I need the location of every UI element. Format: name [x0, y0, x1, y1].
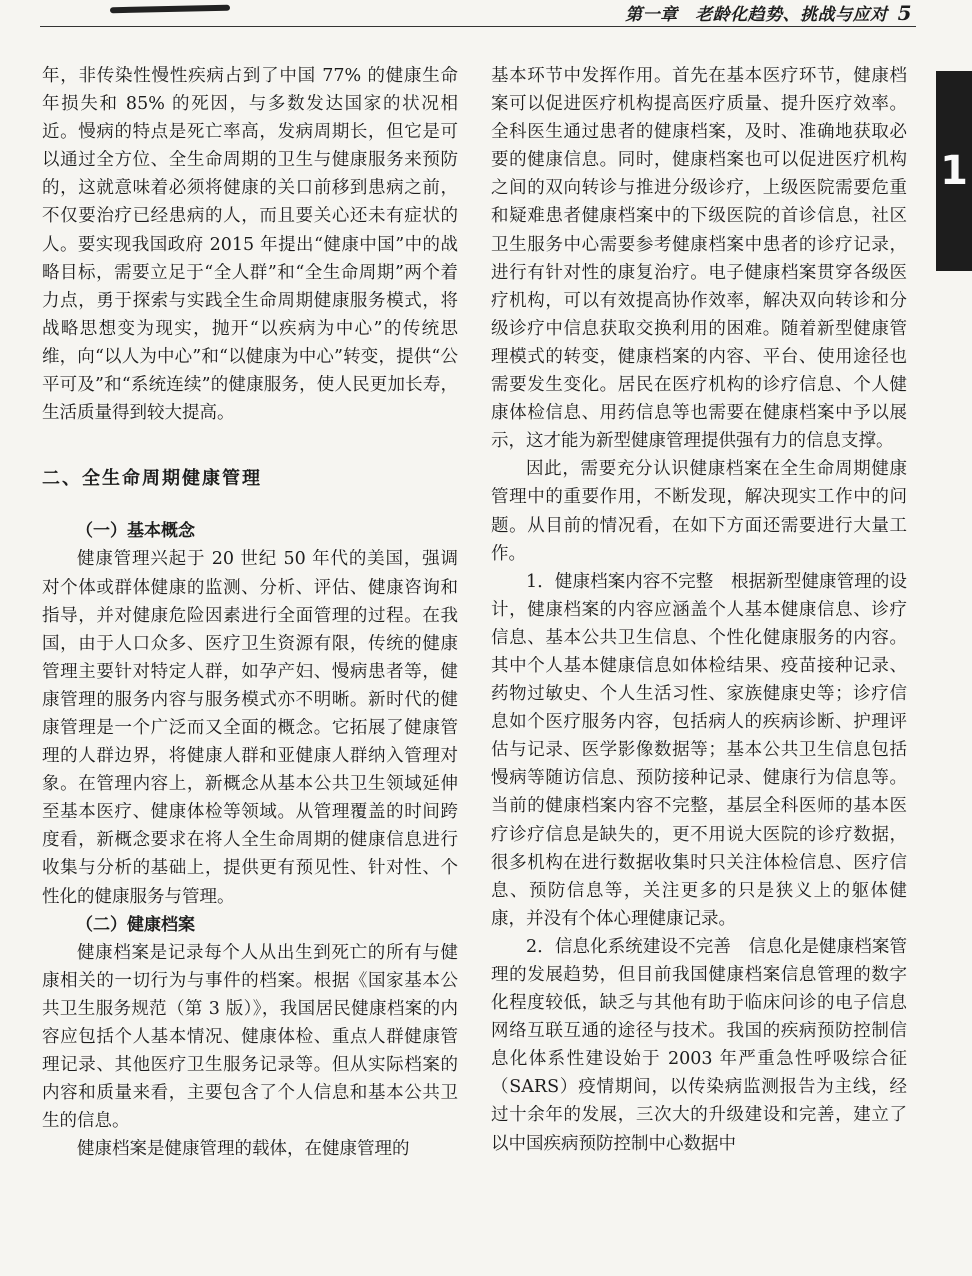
running-title: 第一章 老龄化趋势、挑战与应对	[625, 5, 888, 25]
item-lead: 2．信息化系统建设不完善	[526, 936, 731, 957]
left-column	[42, 62, 458, 1163]
item-body: 信息化是健康档案管理的发展趋势，但目前我国健康档案信息管理的数字化程度较低，缺乏与其他有助于临床问诊的电子信息网络互联互通的途径与技术。我国的疾病预防控制信息化体系性建设始于 2003 年严重急性呼吸综合征（SARS）疫情期间，以传染病监测报告为主线，经过十余年的发展，三次大的升级建设和完善，建立了以中国疾病预防控制中心数据中	[491, 936, 908, 1154]
header-rule	[40, 26, 916, 27]
chapter-thumb-tab	[936, 71, 972, 271]
paragraph: 健康档案是健康管理的载体，在健康管理的	[77, 1139, 410, 1160]
paragraph: 因此，需要充分认识健康档案在全生命周期健康管理中的重要作用，不断发现，解决现实工作中的问题。从目前的情况看，在如下方面还需要进行大量工作。	[491, 459, 907, 564]
paragraph: 年，非传染性慢性疾病占到了中国 77% 的健康生命年损失和 85% 的死因，与多数发达国家的状况相近。慢病的特点是死亡率高，发病周期长，但它是可以通过全方位、全生命周期的卫生与健康服务来预防的，这就意味着必须将健康的关口前移到患病之前，不仅要治疗已经患病的人，而且要关心还未有症状的人。要实现我国政府 2015 年提出“健康中国”中的战略目标，需要立足于“全人群”和“全生命周期”两个着力点，勇于探索与实践全生命周期健康服务模式，将战略思想变为现实，抛开“以疾病为中心”的传统思维，向“以人为中心”和“以健康为中心”转变，提供“公平可及”和“系统连续”的健康服务，使人民更加长寿，生活质量得到较大提高。	[42, 66, 458, 424]
page-number: 5	[897, 1, 912, 25]
scan-artifact-bar	[110, 5, 230, 14]
paragraph: 健康管理兴起于 20 世纪 50 年代的美国，强调对个体或群体健康的监测、分析、评估、健康咨询和指导，并对健康危险因素进行全面管理的过程。在我国，由于人口众多、医疗卫生资源有限，传统的健康管理主要针对特定人群，如孕产妇、慢病患者等，健康管理的服务内容与服务模式亦不明晰。新时代的健康管理是一个广泛而又全面的概念。它拓展了健康管理的人群边界，将健康人群和亚健康人群纳入管理对象。在管理内容上，新概念从基本公共卫生领域延伸至基本医疗、健康体检等领域。从管理覆盖的时间跨度看，新概念要求在将人全生命周期的健康信息进行收集与分析的基础上，提供更有预见性、针对性、个性化的健康服务与管理。	[42, 549, 458, 907]
section-heading: 二、全生命周期健康管理	[42, 468, 262, 490]
item-lead: 1．健康档案内容不完整	[526, 571, 714, 592]
subsection-heading: （一）基本概念	[76, 521, 195, 542]
item-body: 根据新型健康管理的设计，健康档案的内容应涵盖个人基本健康信息、诊疗信息、基本公共卫生信息、个性化健康服务的内容。其中个人基本健康信息如体检结果、疫苗接种记录、药物过敏史、个人生活习性、家族健康史等；诊疗信息如个医疗服务内容，包括病人的疾病诊断、护理评估与记录、医学影像数据等；基本公共卫生信息包括慢病等随访信息、预防接种记录、健康行为信息等。当前的健康档案内容不完整，基层全科医师的基本医疗诊疗信息是缺失的，更不用说大医院的诊疗数据，很多机构在进行数据收集时只关注体检信息、医疗信息、预防信息等，关注更多的只是狭义上的躯体健康，并没有个体心理健康记录。	[491, 571, 908, 929]
running-header	[625, 0, 912, 26]
paragraph: 基本环节中发挥作用。首先在基本医疗环节，健康档案可以促进医疗机构提高医疗质量、提升医疗效率。全科医生通过患者的健康档案，及时、准确地获取必要的健康信息。同时，健康档案也可以促进医疗机构之间的双向转诊与推进分级诊疗，上级医院需要危重和疑难患者健康档案中的下级医院的首诊信息，社区卫生服务中心需要参考健康档案中患者的诊疗记录，进行有针对性的康复治疗。电子健康档案贯穿各级医疗机构，可以有效提高协作效率，解决双向转诊和分级诊疗中信息获取交换利用的困难。随着新型健康管理模式的转变，健康档案的内容、平台、使用途径也需要发生变化。居民在医疗机构的诊疗信息、个人健康体检信息、用药信息等也需要在健康档案中予以展示，这才能为新型健康管理提供强有力的信息支撑。	[491, 66, 907, 452]
subsection-heading: （二）健康档案	[76, 914, 195, 935]
numbered-item	[491, 933, 907, 1158]
right-column	[491, 62, 907, 1158]
chapter-number: 1	[940, 148, 968, 194]
numbered-item	[491, 568, 907, 933]
paragraph: 健康档案是记录每个人从出生到死亡的所有与健康相关的一切行为与事件的档案。根据《国家基本公共卫生服务规范（第 3 版）》，我国居民健康档案的内容应包括个人基本情况、健康体检、重点人群健康管理记录、其他医疗卫生服务记录等。但从实际档案的内容和质量来看，主要包含了个人信息和基本公共卫生的信息。	[42, 942, 458, 1132]
